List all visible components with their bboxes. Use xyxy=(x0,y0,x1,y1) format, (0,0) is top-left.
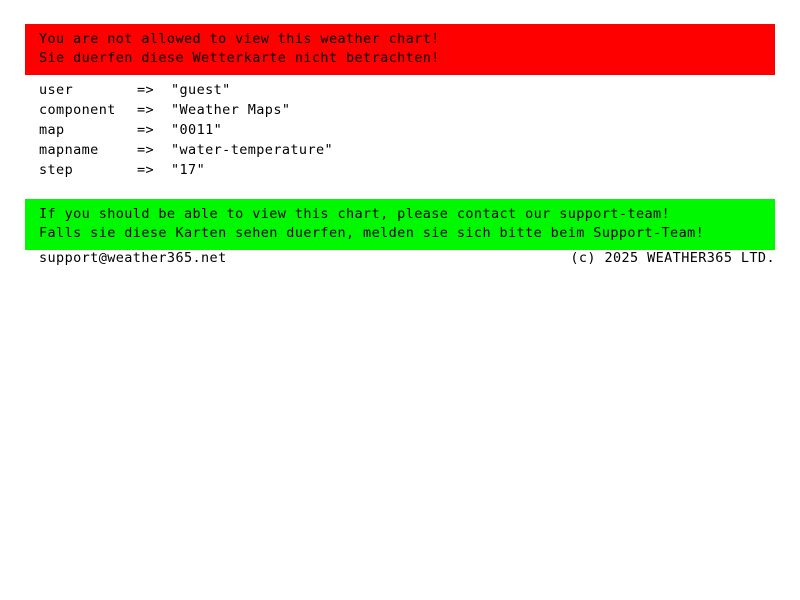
param-arrow: => xyxy=(137,82,155,98)
param-key: step xyxy=(39,162,74,178)
param-key: component xyxy=(39,102,116,118)
info-banner xyxy=(25,199,775,250)
param-value: "17" xyxy=(171,162,206,178)
support-email-link[interactable]: support@weather365.net xyxy=(39,250,227,266)
error-banner-line-de: Sie duerfen diese Wetterkarte nicht betrachten! xyxy=(39,50,440,66)
info-banner-line-en: If you should be able to view this chart, please contact our support-team! xyxy=(39,206,671,222)
parameter-table xyxy=(39,80,333,180)
param-arrow: => xyxy=(137,162,155,178)
table-row xyxy=(39,80,333,100)
param-value: "water-temperature" xyxy=(171,142,334,158)
param-value: "Weather Maps" xyxy=(171,102,291,118)
footer xyxy=(39,250,775,266)
error-banner xyxy=(25,24,775,75)
error-banner-line-en: You are not allowed to view this weather chart! xyxy=(39,31,440,47)
table-row xyxy=(39,120,333,140)
param-key: mapname xyxy=(39,142,99,158)
param-key: user xyxy=(39,82,74,98)
table-row xyxy=(39,140,333,160)
info-banner-line-de: Falls sie diese Karten sehen duerfen, melden sie sich bitte beim Support-Team! xyxy=(39,225,705,241)
param-arrow: => xyxy=(137,102,155,118)
param-arrow: => xyxy=(137,122,155,138)
param-arrow: => xyxy=(137,142,155,158)
param-value: "0011" xyxy=(171,122,223,138)
param-key: map xyxy=(39,122,65,138)
copyright-text: (c) 2025 WEATHER365 LTD. xyxy=(570,250,775,266)
table-row xyxy=(39,100,333,120)
param-value: "guest" xyxy=(171,82,231,98)
table-row xyxy=(39,160,333,180)
